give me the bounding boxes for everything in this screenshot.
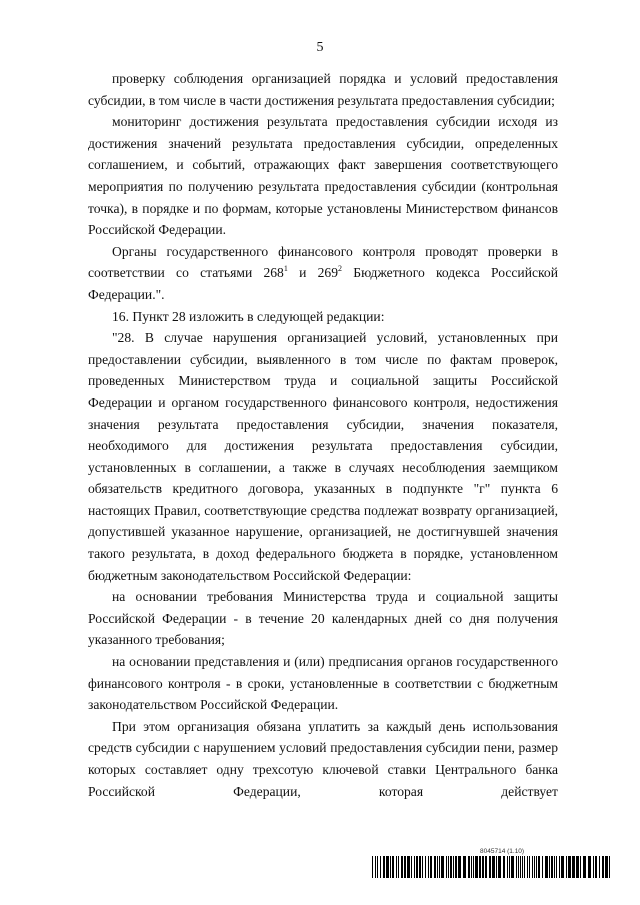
paragraph-6: на основании требования Министерства труда и социальной защиты Российской Федерации - в течение 20 календарных дней со дня получения указанного требования; [88,589,558,648]
paragraph-3 [88,241,558,306]
superscript-1: 1 [283,264,288,274]
paragraph-1: проверку соблюдения организацией порядка и условий предоставления субсидии, в том числе в части достижения результата предоставления субсидии; [88,71,558,108]
paragraph-7: на основании представления и (или) предписания органов государственного финансового контроля - в сроки, установленные в соответствии с бюджетным законодательством Российской Федерации. [88,654,558,713]
page-number: 5 [316,40,324,55]
paragraph-3-end: Бюджетного кодекса Российской Федерации.". [88,265,558,302]
paragraph-8: При этом организация обязана уплатить за каждый день использования средств субсидии с нарушением условий предоставления субсидии пени, размер которых составляет одну трехсотую ключевой ставки Центрального банка Российской Федерации, которая действует [88,718,558,799]
document-body [88,68,558,802]
paragraph-3-mid: и 269 [287,265,339,281]
paragraph-3-start: Органы государственного финансового контроля проводят проверки в соответствии со статьями 268 [88,243,558,281]
paragraph-4: 16. Пункт 28 изложить в следующей редакции: [112,308,385,324]
barcode [372,856,612,878]
paragraph-5: "28. В случае нарушения организацией условий, установленных при предоставлении субсидии, выявленного в том числе по фактам проверок, проведенных Министерством труда и социальной защиты Российской Федерации и органом государственного финансового контроля, недостижения значения результата предоставления субсидии, значения показателя, необходимого для достижения результата предоставления субсидии, установленных в соглашении, а также в случаях несоблюдения заемщиком обязательств кредитного договора, указанных в подпункте "г" пункта 6 настоящих Правил, соответствующие средства подлежат возврату организацией, допустившей указанное нарушение, организацией, не достигнувшей значения такого результата, в доход федерального бюджета в порядке, установленном бюджетным законодательством Российской Федерации: [88,330,558,583]
paragraph-2: мониторинг достижения результата предоставления субсидии исходя из достижения значений результата предоставления субсидии, определенных соглашением, и событий, отражающих факт завершения соответствующего мероприятия по получению результата предоставления субсидии (контрольная точка), в порядке и по формам, которые установлены Министерством финансов Российской Федерации. [88,114,558,238]
superscript-2: 2 [338,264,343,274]
barcode-label: 8045714 (1.10) [480,848,525,855]
